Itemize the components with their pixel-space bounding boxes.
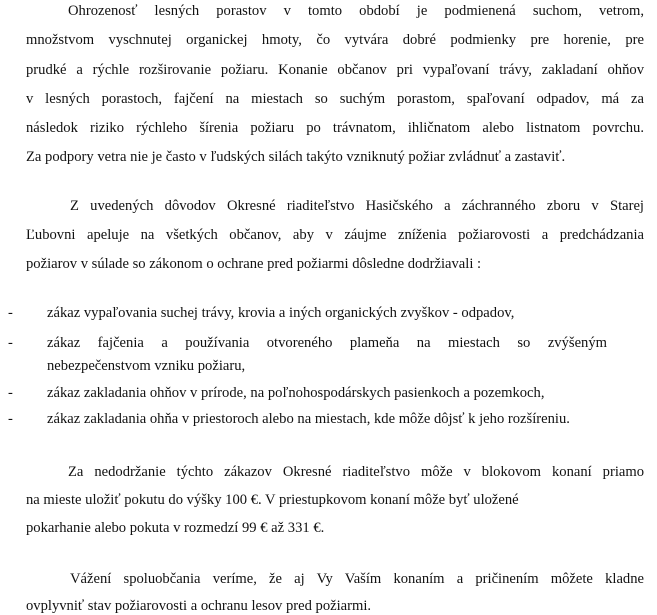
list-bullet: -	[8, 385, 13, 401]
paragraph-2-line-1: Z uvedených dôvodov Okresné riaditeľstvo Hasičského a záchranného zboru v Starej	[70, 198, 644, 214]
list-bullet: -	[8, 305, 13, 321]
paragraph-3-line-2: na mieste uložiť pokutu do výšky 100 €. V priestupkovom konaní môže byť uložené	[26, 492, 519, 508]
paragraph-1-line-1: Ohrozenosť lesných porastov v tomto období je podmienená suchom, vetrom,	[68, 3, 644, 19]
list-item: zákaz fajčenia a používania otvoreného plameňa na miestach so zvýšeným	[47, 335, 607, 351]
list-bullet: -	[8, 335, 13, 351]
list-item: zákaz vypaľovania suchej trávy, krovia a iných organických zvyškov - odpadov,	[47, 305, 515, 321]
list-item: zákaz zakladania ohňa v priestoroch alebo na miestach, kde môže dôjsť k jeho rozšíreniu.	[47, 411, 570, 427]
list-item: zákaz zakladania ohňov v prírode, na poľnohospodárskych pasienkoch a pozemkoch,	[47, 385, 545, 401]
paragraph-2-line-2: Ľubovni apeluje na všetkých občanov, aby v záujme zníženia požiarovosti a predchádzania	[26, 227, 644, 243]
paragraph-3-line-1: Za nedodržanie týchto zákazov Okresné riaditeľstvo môže v blokovom konaní priamo	[68, 464, 644, 480]
list-bullet: -	[8, 411, 13, 427]
paragraph-1-line-3: prudké a rýchle rozširovanie požiaru. Konanie občanov pri vypaľovaní trávy, zakladaní ohňov	[26, 62, 644, 78]
paragraph-1-line-6: Za podpory vetra nie je často v ľudských silách takýto vzniknutý požiar zvládnuť a zastaviť.	[26, 149, 566, 165]
paragraph-4-line-2: ovplyvniť stav požiarovosti a ochranu lesov pred požiarmi.	[26, 598, 372, 614]
list-item-continuation: nebezpečenstvom vzniku požiaru,	[47, 358, 246, 374]
paragraph-2-line-3: požiarov v súlade so zákonom o ochrane pred požiarmi dôsledne dodržiavali :	[26, 256, 482, 272]
paragraph-1-line-2: množstvom vyschnutej organickej hmoty, čo vytvára dobré podmienky pre horenie, pre	[26, 32, 644, 48]
paragraph-3-line-3: pokarhanie alebo pokuta v rozmedzí 99 € až 331 €.	[26, 520, 325, 536]
paragraph-4-line-1: Vážení spoluobčania veríme, že aj Vy Vaším konaním a pričinením môžete kladne	[70, 571, 644, 587]
paragraph-1-line-4: v lesných porastoch, fajčení na miestach so suchým porastom, spaľovaní odpadov, má za	[26, 91, 644, 107]
paragraph-1-line-5: následok riziko rýchleho šírenia požiaru po trávnatom, ihličnatom alebo listnatom povrchu.	[26, 120, 644, 136]
